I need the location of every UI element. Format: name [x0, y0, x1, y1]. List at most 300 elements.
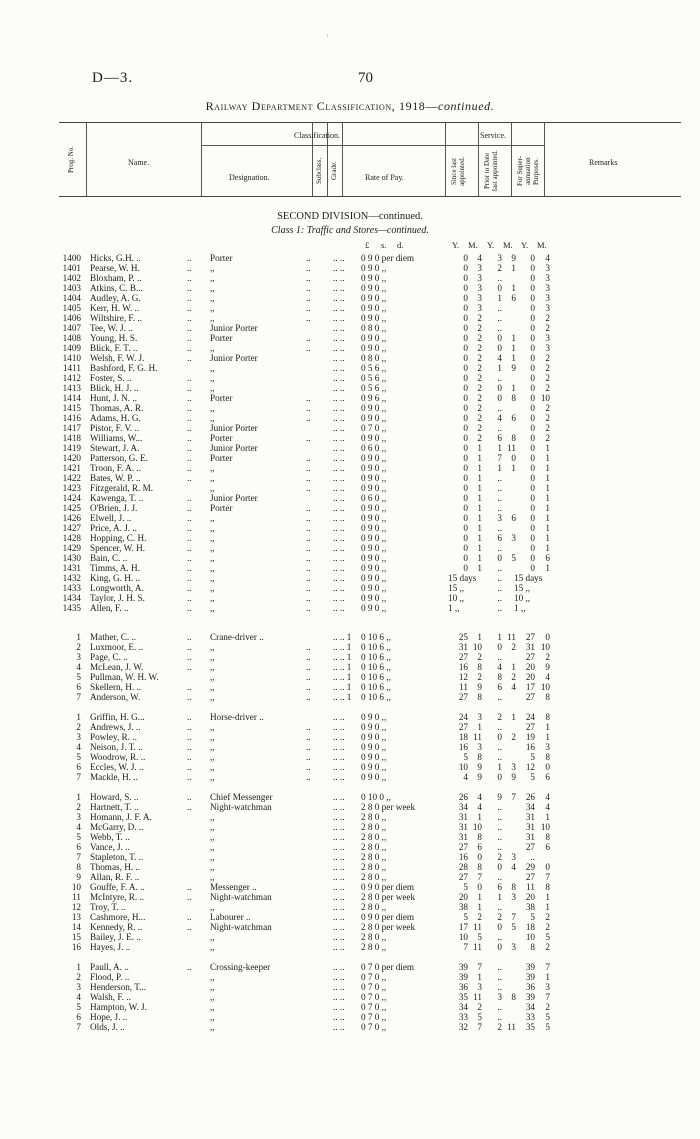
cell-sy: 0 — [463, 283, 468, 293]
cell-pay: 0 9 0 ,, — [361, 453, 387, 463]
cell-d1: .. — [187, 563, 192, 573]
cell-des: ,, — [210, 1022, 215, 1032]
cell-sm: 1 — [477, 902, 482, 912]
cell-ry: 0 — [530, 533, 535, 543]
cell-no: 2 — [76, 642, 81, 652]
cell-sy: 0 — [463, 423, 468, 433]
table-row — [0, 682, 700, 692]
table-row — [0, 583, 700, 593]
cell-rm: 3 — [545, 303, 550, 313]
cell-sm: 0 — [477, 882, 482, 892]
cell-d1: .. — [187, 642, 192, 652]
cell-no: 1430 — [62, 553, 81, 563]
cell-des: Junior Porter — [210, 493, 258, 503]
cell-no: 1424 — [62, 493, 81, 503]
cell-sub: .. .. — [333, 423, 345, 433]
cell-d1: .. — [187, 383, 192, 393]
cell-ry: 29 — [525, 862, 535, 872]
cell-no: 7 — [76, 692, 81, 702]
cell-pm: 11 — [507, 1022, 516, 1032]
cell-py: .. — [497, 323, 502, 333]
cell-des: ,, — [210, 672, 215, 682]
cell-rm: 5 — [545, 1022, 550, 1032]
cell-rm: 6 — [545, 553, 550, 563]
cell-no: 1412 — [62, 373, 81, 383]
header-rate-of-pay: Rate of Pay. — [365, 173, 404, 182]
cell-des: ,, — [210, 313, 215, 323]
cell-d1: .. — [187, 393, 192, 403]
cell-sy: 0 — [463, 413, 468, 423]
cell-sy: 31 — [458, 832, 468, 842]
cell-ry: 31 — [525, 812, 535, 822]
cell-des: ,, — [210, 463, 215, 473]
cell-py: .. — [497, 473, 502, 483]
cell-d2: .. — [306, 662, 311, 672]
cell-pay: 0 9 0 per diem — [361, 912, 415, 922]
header-designation: Designation. — [229, 173, 270, 182]
cell-sy: 0 — [463, 503, 468, 513]
table-row — [0, 263, 700, 273]
cell-d1: .. — [187, 792, 192, 802]
cell-sm: 3 — [477, 263, 482, 273]
cell-sub: .. .. — [333, 513, 345, 523]
cell-d2: .. — [306, 523, 311, 533]
table-row — [0, 303, 700, 313]
cell-ry: 33 — [525, 1012, 535, 1022]
cell-d2: .. — [306, 303, 311, 313]
table-row — [0, 343, 700, 353]
cell-ry: 0 — [530, 493, 535, 503]
cell-pay: 2 8 0 per week — [361, 922, 416, 932]
cell-sy: 0 — [463, 543, 468, 553]
table-row — [0, 792, 700, 802]
cell-sub: .. .. — [333, 283, 345, 293]
cell-no: 1417 — [62, 423, 81, 433]
cell-sy: 18 — [458, 732, 468, 742]
cell-sp: 1 ,, — [448, 603, 460, 613]
cell-ry: 38 — [525, 902, 535, 912]
cell-d1: .. — [187, 493, 192, 503]
cell-rm: 6 — [545, 772, 550, 782]
cell-py: .. — [497, 543, 502, 553]
table-row — [0, 573, 700, 583]
cell-name: McGarry, D. .. — [90, 822, 144, 832]
cell-des: ,, — [210, 513, 215, 523]
cell-sy: 4 — [463, 772, 468, 782]
cell-name: Hunt, J. N. .. — [90, 393, 137, 403]
cell-d2: .. — [306, 593, 311, 603]
cell-pay: 0 9 0 ,, — [361, 752, 387, 762]
division-heading: SECOND DIVISION—continued. — [277, 211, 423, 222]
cell-name: Hampton, W. J. — [90, 1002, 147, 1012]
cell-sy: 0 — [463, 523, 468, 533]
unit-years-since: Y. — [452, 240, 460, 250]
cell-sm: 1 — [477, 533, 482, 543]
cell-d2: .. — [306, 253, 311, 263]
cell-pm: 4 — [511, 862, 516, 872]
cell-no: 2 — [76, 722, 81, 732]
cell-pay: 0 9 0 per diem — [361, 882, 415, 892]
cell-name: Woodrow, R. .. — [90, 752, 146, 762]
cell-rm: 8 — [545, 712, 550, 722]
cell-sy: 39 — [458, 972, 468, 982]
cell-sm: 9 — [477, 772, 482, 782]
cell-pay: 0 9 0 ,, — [361, 533, 387, 543]
cell-name: Adams, H. G. — [90, 413, 141, 423]
cell-py: 0 — [497, 732, 502, 742]
cell-ry: 36 — [525, 982, 535, 992]
cell-no: 3 — [76, 982, 81, 992]
cell-ry: 8 — [530, 942, 535, 952]
cell-py: 0 — [497, 383, 502, 393]
table-row — [0, 762, 700, 772]
cell-rm: 2 — [545, 383, 550, 393]
cell-pay: 2 8 0 ,, — [361, 942, 387, 952]
cell-sm: 1 — [477, 473, 482, 483]
unit-shilling: s. — [381, 240, 387, 250]
cell-sub: .. .. — [333, 463, 345, 473]
cell-name: Powley, R. .. — [90, 732, 137, 742]
cell-rm: 1 — [545, 533, 550, 543]
cell-des: ,, — [210, 722, 215, 732]
table-row — [0, 323, 700, 333]
cell-d1: .. — [187, 772, 192, 782]
cell-d2: .. — [306, 403, 311, 413]
cell-pay: 0 10 6 ,, — [361, 662, 391, 672]
cell-sm: 7 — [477, 872, 482, 882]
cell-pay: 0 9 0 ,, — [361, 772, 387, 782]
unit-pence: d. — [397, 240, 404, 250]
cell-sub: .. .. — [333, 603, 345, 613]
cell-ry: 31 — [525, 642, 535, 652]
table-row — [0, 692, 700, 702]
cell-pay: 0 9 0 ,, — [361, 263, 387, 273]
cell-des: ,, — [210, 732, 215, 742]
cell-d2: .. — [306, 573, 311, 583]
cell-rm: 3 — [545, 293, 550, 303]
cell-pm: 11 — [507, 632, 516, 642]
cell-des: ,, — [210, 573, 215, 583]
cell-rm: 2 — [545, 403, 550, 413]
cell-ry: 0 — [530, 373, 535, 383]
cell-ry: 34 — [525, 802, 535, 812]
cell-no: 1419 — [62, 443, 81, 453]
cell-ry: 5 — [530, 772, 535, 782]
cell-sm: 8 — [477, 862, 482, 872]
cell-ry: 11 — [526, 882, 535, 892]
cell-pay: 0 9 0 ,, — [361, 742, 387, 752]
header-divider — [342, 123, 343, 196]
cell-pay: 2 8 0 ,, — [361, 842, 387, 852]
cell-sy: 27 — [458, 842, 468, 852]
cell-d1: .. — [187, 892, 192, 902]
table-row — [0, 972, 700, 982]
cell-name: Anderson, W. — [90, 692, 141, 702]
cell-no: 1413 — [62, 383, 81, 393]
cell-pay: 2 8 0 ,, — [361, 852, 387, 862]
cell-sm: 2 — [477, 403, 482, 413]
cell-sm: 7 — [477, 962, 482, 972]
cell-des: Chief Messenger — [210, 792, 273, 802]
cell-sub: .. .. — [333, 972, 345, 982]
cell-sy: 24 — [458, 712, 468, 722]
cell-py: 7 — [497, 453, 502, 463]
cell-py: .. — [497, 273, 502, 283]
cell-no: 8 — [76, 862, 81, 872]
cell-sy: 17 — [458, 922, 468, 932]
cell-ry: 20 — [525, 662, 535, 672]
cell-py: 1 — [497, 632, 502, 642]
cell-d1: .. — [187, 283, 192, 293]
table-row — [0, 722, 700, 732]
cell-pay: 0 9 0 ,, — [361, 343, 387, 353]
cell-name: Thomas, A. R. — [90, 403, 144, 413]
cell-sy: 0 — [463, 373, 468, 383]
cell-no: 2 — [76, 802, 81, 812]
cell-ry: 34 — [525, 1002, 535, 1012]
cell-no: 5 — [76, 832, 81, 842]
cell-py: 2 — [497, 912, 502, 922]
cell-py: 0 — [497, 333, 502, 343]
cell-sub: .. .. 1 — [333, 642, 352, 652]
cell-name: Homann, J. F. A. — [90, 812, 152, 822]
cell-pay: 0 5 6 ,, — [361, 363, 387, 373]
table-row — [0, 652, 700, 662]
cell-pay: 0 9 0 ,, — [361, 433, 387, 443]
cell-rm: 3 — [545, 263, 550, 273]
cell-no: 3 — [76, 732, 81, 742]
header-prior-to: Prior to Date last appointed. — [483, 150, 499, 192]
cell-d1: .. — [187, 463, 192, 473]
cell-rm: 10 — [540, 822, 550, 832]
cell-rm: 2 — [545, 433, 550, 443]
cell-name: Longworth, A. — [90, 583, 144, 593]
table-row — [0, 503, 700, 513]
table-row — [0, 523, 700, 533]
cell-pay: 0 10 6 ,, — [361, 672, 391, 682]
cell-pay: 0 10 0 ,, — [361, 792, 391, 802]
cell-py: 3 — [497, 992, 502, 1002]
cell-sy: 11 — [459, 682, 468, 692]
cell-ry: 0 — [530, 473, 535, 483]
cell-d1: .. — [187, 513, 192, 523]
table-row — [0, 712, 700, 722]
cell-rm: 8 — [545, 752, 550, 762]
cell-py: 4 — [497, 662, 502, 672]
cell-name: Neison, J. T. .. — [90, 742, 143, 752]
cell-py: .. — [497, 742, 502, 752]
cell-no: 9 — [76, 872, 81, 882]
cell-name: Pearse, W. H. — [90, 263, 140, 273]
cell-no: 11 — [72, 892, 81, 902]
cell-pay: 0 7 0 ,, — [361, 982, 387, 992]
cell-des: ,, — [210, 662, 215, 672]
cell-rm: 2 — [545, 912, 550, 922]
cell-pay: 0 5 6 ,, — [361, 383, 387, 393]
cell-sub: .. .. — [333, 383, 345, 393]
cell-pay: 0 9 0 ,, — [361, 503, 387, 513]
cell-no: 1401 — [62, 263, 81, 273]
cell-sy: 0 — [463, 253, 468, 263]
cell-pay: 0 8 0 ,, — [361, 323, 387, 333]
cell-des: ,, — [210, 832, 215, 842]
cell-name: Hope, J. .. — [90, 1012, 128, 1022]
cell-des: ,, — [210, 742, 215, 752]
cell-d1: .. — [187, 762, 192, 772]
cell-pm: 1 — [511, 353, 516, 363]
cell-py: .. — [497, 692, 502, 702]
cell-sy: 36 — [458, 982, 468, 992]
cell-des: Night-watchman — [210, 922, 272, 932]
cell-pay: 0 9 6 ,, — [361, 393, 387, 403]
cell-sub: .. .. — [333, 593, 345, 603]
cell-ry: 0 — [530, 433, 535, 443]
cell-rp: 15 ,, — [514, 583, 531, 593]
cell-pm: 8 — [511, 992, 516, 1002]
cell-py: 0 — [497, 553, 502, 563]
cell-name: Eccles, W. J. .. — [90, 762, 144, 772]
cell-name: Tee, W. J. .. — [90, 323, 133, 333]
cell-sub: .. .. — [333, 862, 345, 872]
cell-sub: .. .. — [333, 583, 345, 593]
cell-sy: 0 — [463, 343, 468, 353]
cell-py: .. — [497, 483, 502, 493]
cell-sm: 8 — [477, 662, 482, 672]
cell-py: .. — [497, 593, 502, 603]
cell-ry: 39 — [525, 972, 535, 982]
cell-pm: 5 — [511, 553, 516, 563]
cell-des: Junior Porter — [210, 443, 258, 453]
cell-des: Porter — [210, 433, 233, 443]
table-row — [0, 942, 700, 952]
cell-no: 1 — [76, 792, 81, 802]
cell-des: ,, — [210, 642, 215, 652]
table-row — [0, 992, 700, 1002]
cell-pay: 0 6 0 ,, — [361, 493, 387, 503]
table-row — [0, 403, 700, 413]
cell-name: Andrews, J. .. — [90, 722, 141, 732]
header-divider — [201, 123, 202, 196]
cell-pay: 0 9 0 ,, — [361, 722, 387, 732]
cell-pay: 0 10 6 ,, — [361, 642, 391, 652]
cell-rm: 1 — [545, 493, 550, 503]
cell-py: .. — [497, 982, 502, 992]
cell-sm: 2 — [477, 333, 482, 343]
cell-no: 10 — [71, 882, 81, 892]
cell-sm: 1 — [477, 463, 482, 473]
cell-rm: 6 — [545, 842, 550, 852]
cell-name: Hayes, J. .. — [90, 942, 131, 952]
cell-ry: 0 — [530, 343, 535, 353]
cell-name: Bain, C. .. — [90, 553, 128, 563]
cell-sy: 0 — [463, 303, 468, 313]
cell-pay: 0 9 0 ,, — [361, 333, 387, 343]
document-title — [0, 99, 700, 114]
cell-py: .. — [497, 812, 502, 822]
cell-py: 3 — [497, 513, 502, 523]
cell-sub: .. .. — [333, 293, 345, 303]
cell-sy: 35 — [458, 992, 468, 1002]
cell-sy: 0 — [463, 553, 468, 563]
cell-sm: 3 — [477, 283, 482, 293]
cell-sm: 7 — [477, 1022, 482, 1032]
cell-d1: .. — [187, 423, 192, 433]
cell-sm: 2 — [477, 373, 482, 383]
cell-sm: 3 — [477, 273, 482, 283]
cell-sy: 0 — [463, 493, 468, 503]
cell-sy: 0 — [463, 383, 468, 393]
cell-pm: 1 — [511, 383, 516, 393]
table-row — [0, 882, 700, 892]
cell-sm: 2 — [477, 343, 482, 353]
cell-d2: .. — [306, 722, 311, 732]
cell-py: .. — [497, 652, 502, 662]
cell-sub: .. .. 1 — [333, 662, 352, 672]
header-divider — [478, 123, 479, 196]
cell-d1: .. — [187, 433, 192, 443]
cell-ry: 0 — [530, 303, 535, 313]
cell-no: 5 — [76, 672, 81, 682]
cell-ry: 27 — [525, 872, 535, 882]
cell-py: 8 — [497, 672, 502, 682]
cell-pm: 11 — [507, 443, 516, 453]
cell-sm: 1 — [477, 523, 482, 533]
cell-pay: 0 9 0 ,, — [361, 293, 387, 303]
cell-rm: 1 — [545, 483, 550, 493]
cell-sm: 10 — [472, 642, 482, 652]
cell-py: .. — [497, 503, 502, 513]
cell-sm: 4 — [477, 802, 482, 812]
cell-sub: .. .. — [333, 533, 345, 543]
cell-rm: 10 — [540, 393, 550, 403]
cell-d2: .. — [306, 772, 311, 782]
table-row — [0, 982, 700, 992]
table-row — [0, 553, 700, 563]
cell-sy: 26 — [458, 792, 468, 802]
cell-sub: .. .. — [333, 942, 345, 952]
cell-name: Pistor, F. V. .. — [90, 423, 140, 433]
cell-no: 1432 — [62, 573, 81, 583]
cell-rm: 1 — [545, 463, 550, 473]
cell-d1: .. — [187, 922, 192, 932]
cell-sy: 39 — [458, 962, 468, 972]
table-row — [0, 1022, 700, 1032]
cell-sp: 15 days — [448, 573, 477, 583]
cell-sub: .. .. — [333, 573, 345, 583]
cell-sub: .. .. — [333, 393, 345, 403]
cell-py: .. — [497, 832, 502, 842]
cell-des: ,, — [210, 942, 215, 952]
cell-rm: 8 — [545, 692, 550, 702]
table-row — [0, 892, 700, 902]
cell-no: 1407 — [62, 323, 81, 333]
cell-no: 1411 — [62, 363, 81, 373]
table-row — [0, 742, 700, 752]
cell-des: ,, — [210, 473, 215, 483]
cell-rm: 4 — [545, 802, 550, 812]
cell-sy: 0 — [463, 453, 468, 463]
cell-rm: 1 — [545, 972, 550, 982]
cell-d1: .. — [187, 343, 192, 353]
cell-sy: 27 — [458, 872, 468, 882]
cell-name: Wiltshire, F. .. — [90, 313, 142, 323]
table-row — [0, 293, 700, 303]
cell-sub: .. .. — [333, 992, 345, 1002]
cell-no: 1416 — [62, 413, 81, 423]
cell-sm: 3 — [477, 293, 482, 303]
cell-rm: 1 — [545, 443, 550, 453]
cell-no: 1408 — [62, 333, 81, 343]
